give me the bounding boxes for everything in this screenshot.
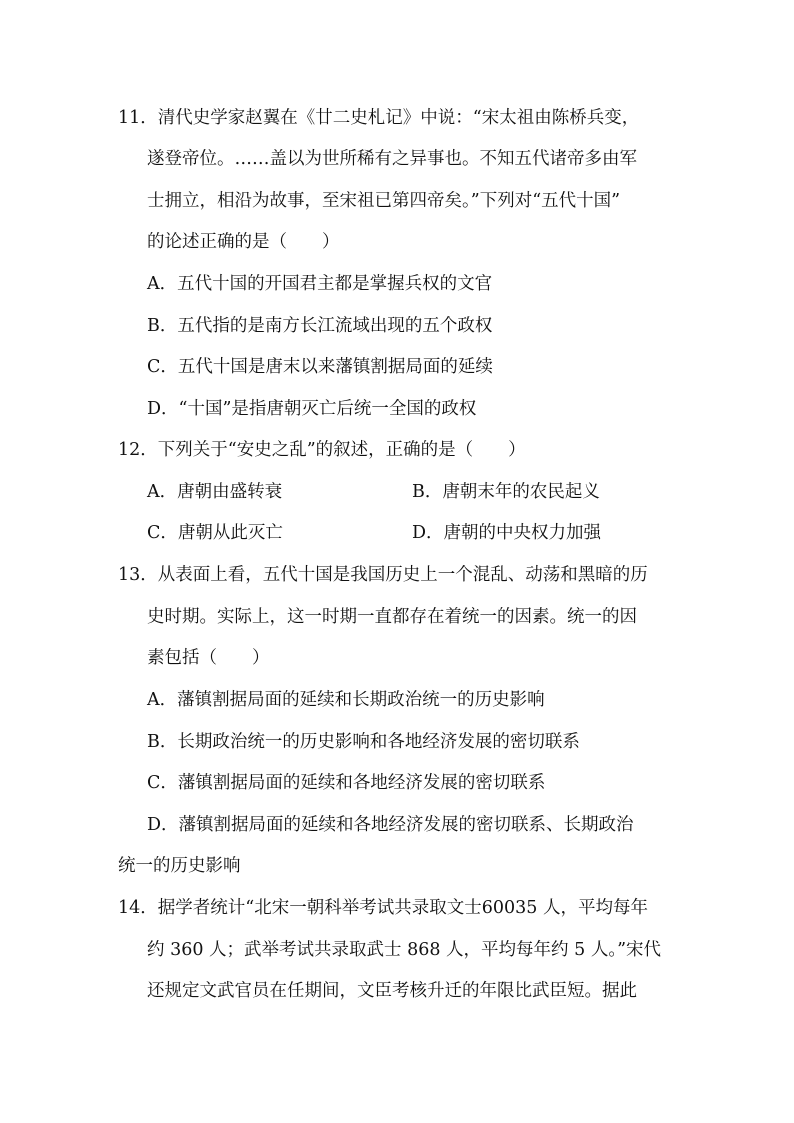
question-13-option-a: A．藩镇割据局面的延续和长期政治统一的历史影响: [147, 690, 545, 710]
question-14-stem-line-2: 约 360 人；武举考试共录取武士 868 人，平均每年约 5 人。”宋代: [147, 940, 662, 960]
question-13-option-c: C．藩镇割据局面的延续和各地经济发展的密切联系: [147, 773, 546, 793]
question-11-stem-line-2: 遂登帝位。……盖以为世所稀有之异事也。不知五代诸帝多由军: [147, 149, 637, 169]
question-11-option-a: A．五代十国的开国君主都是掌握兵权的文官: [147, 274, 493, 294]
question-12-option-c: C．唐朝从此灭亡: [147, 523, 283, 543]
question-12-option-d: D．唐朝的中央权力加强: [412, 523, 602, 543]
question-11-stem-line-1: 11．清代史学家赵翼在《廿二史札记》中说：“宋太祖由陈桥兵变，: [118, 108, 640, 128]
question-12-option-b: B．唐朝末年的农民起义: [412, 482, 600, 502]
question-13-option-b: B．长期政治统一的历史影响和各地经济发展的密切联系: [147, 732, 580, 752]
question-13-stem-line-3: 素包括（ ）: [147, 648, 270, 668]
question-14-stem-line-3: 还规定文武官员在任期间，文臣考核升迁的年限比武臣短。据此: [147, 981, 637, 1001]
question-12-stem: 12．下列关于“安史之乱”的叙述，正确的是（ ）: [118, 440, 526, 460]
question-14-stem-line-1: 14．据学者统计“北宋一朝科举考试共录取文士60035 人，平均每年: [118, 898, 648, 918]
question-13-option-d-continued: 统一的历史影响: [118, 856, 241, 876]
question-13-stem-line-1: 13．从表面上看，五代十国是我国历史上一个混乱、动荡和黑暗的历: [118, 565, 648, 585]
question-13-stem-line-2: 史时期。实际上，这一时期一直都存在着统一的因素。统一的因: [147, 607, 637, 627]
question-11-option-c: C．五代十国是唐末以来藩镇割据局面的延续: [147, 357, 493, 377]
question-13-option-d: D．藩镇割据局面的延续和各地经济发展的密切联系、长期政治: [147, 815, 634, 835]
question-11-option-b: B．五代指的是南方长江流域出现的五个政权: [147, 316, 493, 336]
question-11-stem-line-3: 士拥立，相沿为故事，至宋祖已第四帝矣。”下列对“五代十国”: [147, 191, 621, 211]
question-11-stem-line-4: 的论述正确的是（ ）: [147, 232, 340, 252]
question-12-option-a: A．唐朝由盛转衰: [147, 482, 283, 502]
question-11-option-d: D．“十国”是指唐朝灭亡后统一全国的政权: [147, 399, 477, 419]
